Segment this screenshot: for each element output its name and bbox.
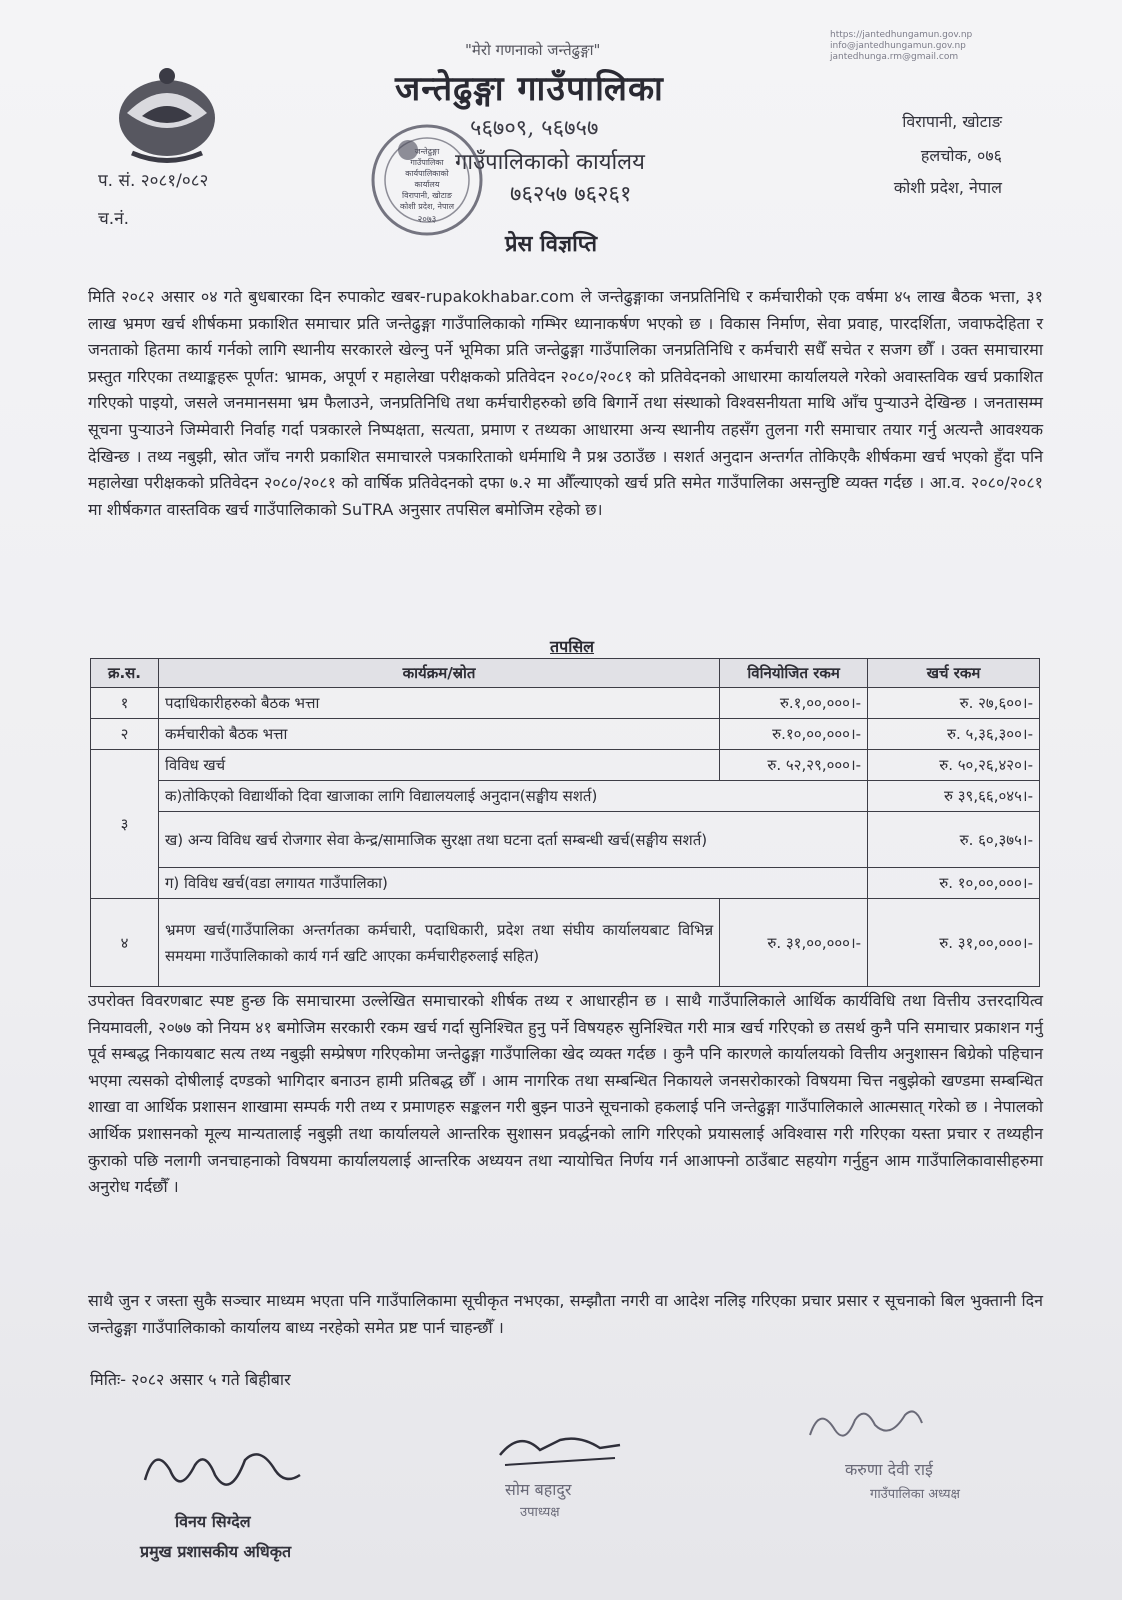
table-subrow: [91, 781, 1040, 812]
stamp-line: गाउँपालिका: [410, 158, 444, 167]
signatory-name-left: विनय सिग्देल: [175, 1512, 251, 1531]
notice-title: प्रेस विज्ञप्ति: [505, 232, 598, 257]
stamp-line: २०७३: [417, 215, 437, 225]
motto-text: "मेरो गणनाको जन्तेढुङ्गा": [465, 41, 601, 59]
header-expense: खर्च रकम: [868, 659, 1040, 688]
table-row: [91, 688, 1040, 719]
stamp-line: जन्तेढुङ्गा: [414, 147, 440, 156]
stamp-line: कार्यपालिकाको: [405, 169, 449, 178]
cell-expense: रु. २७,६००।-: [868, 688, 1040, 719]
reference-number: प. सं. २०८१/०८२: [98, 171, 209, 191]
header-allocated: विनियोजित रकम: [720, 659, 868, 688]
address-line: कोशी प्रदेश, नेपाल: [893, 178, 1002, 197]
postal-code: ५६७०९, ५६७५७: [470, 116, 599, 141]
signature-left: [135, 1440, 305, 1510]
table-subrow: [91, 868, 1040, 899]
cell-sn: १: [91, 688, 159, 719]
body-paragraph-2: उपरोक्त विवरणबाट स्पष्ट हुन्छ कि समाचारमा उल्लेखित समाचारको शीर्षक तथ्य र आधारहीन छ । साथै गाउँपालिकाले आर्थिक कार्यविधि तथा वित्तीय उत्तरदायित्व नियमावली, २०७७ को नियम ४१ बमोजिम सरकारी रकम खर्च गर्दा सुनिश्चित हुनु पर्ने विषयहरु सुनिश्चित गरी मात्र खर्च गरिएको छ तसर्थ कुनै पनि समाचार प्रकाशन गर्नु पूर्व सम्बद्ध निकायबाट सत्य तथ्य नबुझी सम्प्रेषण गरिएकोमा जन्तेढुङ्गा गाउँपालिका खेद व्यक्त गर्दछ । कुनै पनि कारणले कार्यालयको वित्तीय अनुशासन बिग्रेको पहिचान भएमा त्यसको दोषीलाई दण्डको भागिदार बनाउन हामी प्रतिबद्ध छौँ । आम नागरिक तथा सम्बन्धित निकायले जनसरोकारको विषयमा चित्त नबुझेको खण्डमा सम्बन्धित शाखा वा आर्थिक प्रशासन शाखामा सम्पर्क गरी तथ्य र प्रमाणहरु सङ्कलन गरी बुझ्न पाउने सूचनाको हकलाई पनि जन्तेढुङ्गा गाउँपालिकाले आत्मसात् गरेको छ । नेपालको आर्थिक प्रशासनको मूल्य मान्यतालाई नबुझी तथा कार्यालयले आन्तरिक सुशासन प्रवर्द्धनको लागि गरिएको प्रयासलाई अविश्वास गरी गरिएका यस्ता प्रचार र तथ्यहीन कुराको पछि नलागी जनचाहनाको विषयमा कार्यालयलाई आन्तरिक अध्ययन तथा न्यायोचित निर्णय गर्न आआफ्नो ठाउँबाट सहयोग गर्नुहुन आम गाउँपालिकावासीहरुमा अनुरोध गर्दछौँ ।: [88, 991, 1043, 1197]
table-subrow: [91, 812, 1040, 868]
table-row: [91, 750, 1040, 781]
cell-expense: रु. ६०,३७५।-: [868, 812, 1040, 868]
email-link[interactable]: jantedhunga.rm@gmail.com: [830, 52, 959, 62]
signatory-name-right: करुणा देवी राई: [845, 1460, 933, 1479]
municipality-name: जन्तेढुङ्गा गाउँपालिका: [395, 69, 664, 109]
contact-block: [830, 30, 1050, 63]
office-name: गाउँपालिकाको कार्यालय: [455, 150, 645, 175]
signatory-title-left: प्रमुख प्रशासकीय अधिकृत: [140, 1542, 292, 1561]
body-paragraph-3: साथै जुन र जस्ता सुकै सञ्चार माध्यम भएता पनि गाउँपालिकामा सूचीकृत नभएका, सम्झौता नगरी वा आदेश नलिइ गरिएका प्रचार प्रसार र सूचनाको बिल भुक्तानी दिन जन्तेढुङ्गा गाउँपालिकाको कार्यालय बाध्य नरहेको समेत प्रष्ट पार्न चाहन्छौँ ।: [88, 1291, 1043, 1337]
cell-program: भ्रमण खर्च(गाउँपालिका अन्तर्गतका कर्मचारी, पदाधिकारी, प्रदेश तथा संघीय कार्यालयबाट विभिन्न समयमा गाउँपालिकाको कार्य गर्न खटि आएका कर्मचारीहरुलाई सहित): [158, 899, 719, 987]
signatory-title-middle: उपाध्यक्ष: [520, 1505, 560, 1520]
cell-allocated: रु.१०,००,०००।-: [720, 719, 868, 750]
cell-program: पदाधिकारीहरुको बैठक भत्ता: [158, 688, 719, 719]
stamp-line: विरापानी, खोटाङ: [402, 191, 452, 200]
address-line: विरापानी, खोटाङ: [902, 112, 1002, 131]
phone-numbers: ७६२५७ ७६२६१: [510, 182, 632, 207]
cell-program: विविध खर्च: [158, 750, 719, 781]
cell-subitem: ग) विविध खर्च(वडा लगायत गाउँपालिका): [158, 868, 867, 899]
cell-program: कर्मचारीको बैठक भत्ता: [158, 719, 719, 750]
dispatch-number: च.नं.: [98, 209, 130, 229]
issue-date: मितिः- २०८२ असार ५ गते बिहीबार: [90, 1370, 291, 1389]
signatory-title-right: गाउँपालिका अध्यक्ष: [870, 1487, 960, 1502]
table-header-row: [91, 659, 1040, 688]
cell-expense: रु. ३१,००,०००।-: [868, 899, 1040, 987]
cell-expense: रु. १०,००,०००।-: [868, 868, 1040, 899]
signature-right: [800, 1395, 930, 1450]
cell-expense: रु. ५,३६,३००।-: [868, 719, 1040, 750]
signatory-name-middle: सोम बहादुर: [505, 1480, 572, 1499]
cell-sn: २: [91, 719, 159, 750]
official-stamp: [368, 120, 486, 240]
table-row: [91, 899, 1040, 987]
stamp-line: कोशी प्रदेश, नेपाल: [399, 202, 455, 211]
cell-subitem: क)तोकिएको विद्यार्थीको दिवा खाजाका लागि विद्यालयलाई अनुदान(सङ्घीय सशर्त): [158, 781, 867, 812]
header-sn: क्र.स.: [91, 659, 159, 688]
body-paragraph-1: मिति २०८२ असार ०४ गते बुधबारका दिन रुपाकोट खबर-rupakokhabar.com ले जन्तेढुङ्गाका जनप्रतिनिधि र कर्मचारीको एक वर्षमा ४५ लाख बैठक भत्ता, ३१ लाख भ्रमण खर्च शीर्षकमा प्रकाशित समाचार प्रति जन्तेढुङ्गा गाउँपालिकाको गम्भिर ध्यानाकर्षण भएको छ । विकास निर्माण, सेवा प्रवाह, पारदर्शिता, जवाफदेहिता र जनताको हितमा कार्य गर्नको लागि स्थानीय सरकारले खेल्नु पर्ने भूमिका प्रति जन्तेढुङ्गा गाउँपालिका जनप्रतिनिधि र कर्मचारी सधैँ सचेत र सजग छौँ । उक्त समाचारमा प्रस्तुत गरिएका तथ्याङ्कहरू पूर्णत: भ्रामक, अपूर्ण र महालेखा परीक्षकको प्रतिवेदन २०८०/२०८१ को प्रतिवेदनको आधारमा कार्यालयले गरेको अवास्तविक खर्च प्रकाशित गरिएको पाइयो, जसले जनमानसमा भ्रम फैलाउने, जनप्रतिनिधि तथा कर्मचारीहरुको छवि बिगार्ने तथा संस्थाको विश्वसनीयता माथि आँच पुर्‍याउने देखिन्छ । जनतासम्म सूचना पुर्‍याउने जिम्मेवारी निर्वाह गर्दा पत्रकारले निष्पक्षता, सत्यता, प्रमाण र तथ्यका आधारमा अन्य स्थानीय तहसँग तुलना गरी समाचार तयार गर्नु अत्यन्तै आवश्यक देखिन्छ । तथ्य नबुझी, स्रोत जाँच नगरी प्रकाशित समाचारले पत्रकारिताको धर्ममाथि नै प्रश्न उठाउँछ । सशर्त अनुदान अन्तर्गत तोकिएकै शीर्षकमा खर्च भएको हुँदा पनि महालेखा परीक्षकको प्रतिवेदन २०८०/२०८१ को वार्षिक प्रतिवेदनको दफा ७.२ मा औँल्याएको खर्च प्रति समेत गाउँपालिका असन्तुष्टि व्यक्त गर्दछ । आ.व. २०८०/२०८१ मा शीर्षकगत वास्तविक खर्च गाउँपालिकाको SuTRA अनुसार तपसिल बमोजिम रहेको छ।: [88, 287, 1043, 519]
nepal-emblem-icon: [112, 58, 222, 168]
table-row: [91, 719, 1040, 750]
expense-table: [90, 658, 1040, 987]
email-link[interactable]: info@jantedhungamun.gov.np: [830, 41, 966, 51]
cell-allocated: रु. ३१,००,०००।-: [720, 899, 868, 987]
cell-expense: रु ३९,६६,०४५।-: [868, 781, 1040, 812]
cell-sn: ३: [91, 750, 159, 899]
stamp-line: कार्यालय: [414, 180, 440, 189]
signature-middle: [490, 1420, 630, 1475]
cell-subitem: ख) अन्य विविध खर्च रोजगार सेवा केन्द्र/सामाजिक सुरक्षा तथा घटना दर्ता सम्बन्धी खर्च(सङ्घीय सशर्त): [158, 812, 867, 868]
table-title: तपसिल: [550, 637, 595, 656]
cell-allocated: रु.१,००,०००।-: [720, 688, 868, 719]
address-line: हलचोक, ०७६: [920, 146, 1002, 165]
website-link[interactable]: https://jantedhungamun.gov.np: [830, 30, 973, 40]
header-program: कार्यक्रम/स्रोत: [158, 659, 719, 688]
cell-expense: रु. ५०,२६,४२०।-: [868, 750, 1040, 781]
cell-sn: ४: [91, 899, 159, 987]
cell-allocated: रु. ५२,२९,०००।-: [720, 750, 868, 781]
